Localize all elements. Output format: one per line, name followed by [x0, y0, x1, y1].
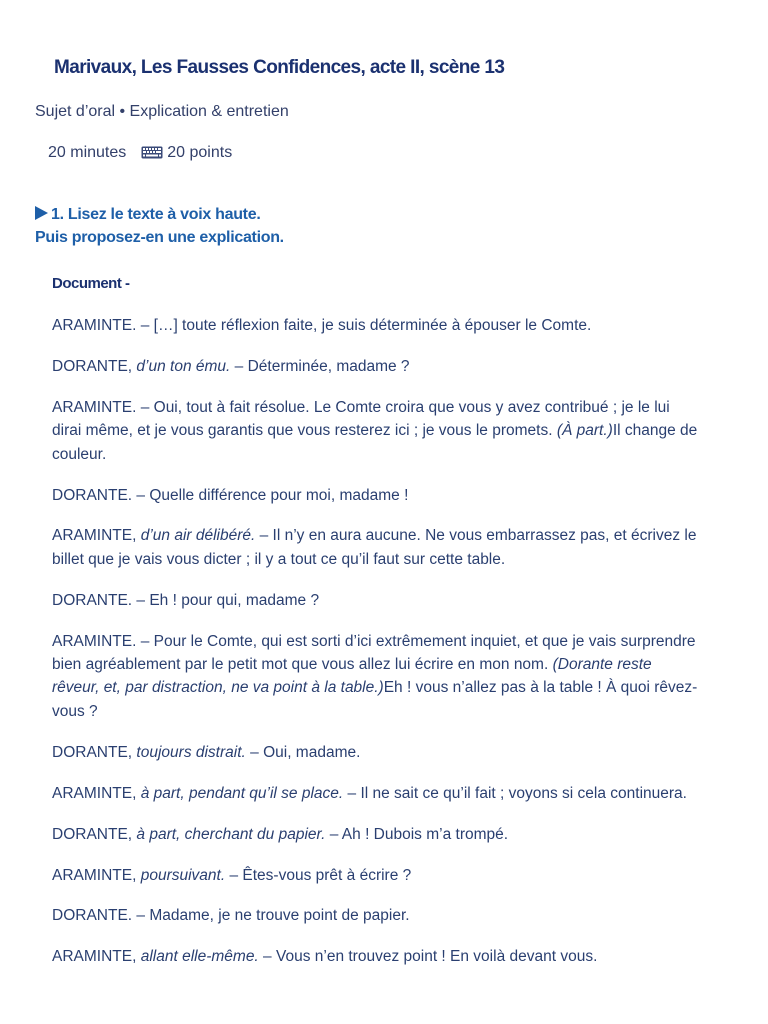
line-text: . – Oui, tout à fait résolue. Le Comte croira que vous y avez contribué ; je le lui dirai même, et je vous garantis que vous resterez ici ; je vous le promets.: [52, 398, 670, 440]
speaker-name: DORANTE: [52, 486, 128, 504]
stage-aside: (Dorante reste rêveur, et, par distraction, ne va point à la table.): [52, 656, 652, 697]
line-text: – Oui, madame.: [245, 743, 361, 761]
instruction-line-2: Puis proposez-en une explication.: [35, 229, 284, 246]
line-text: – Il n’y en aura aucune. Ne vous embarrassez pas, et écrivez le billet que je vais vous dicter ; il y a tout ce qu’il faut sur cette table.: [52, 527, 697, 568]
play-excerpt: [52, 314, 700, 986]
dialogue-line: [52, 630, 700, 724]
stage-direction: allant elle-même.: [140, 948, 259, 966]
duration-label: 20 minutes: [48, 144, 127, 161]
speaker-name: ARAMINTE: [52, 398, 133, 416]
instruction-line-1: 1. Lisez le texte à voix haute.: [51, 206, 261, 223]
page-title: Marivaux, Les Fausses Confidences, acte II, scène 13: [54, 57, 505, 78]
line-text: . – Pour le Comte, qui est sorti d’ici extrêmement inquiet, et que je vais surprendre bien agréablement par le petit mot que vous allez lui écrire en mon nom.: [52, 632, 696, 674]
line-text: – Êtes-vous prêt à écrire ?: [225, 866, 412, 884]
dialogue-line: ARAMINTE, à part, pendant qu’il se place. – Il ne sait ce qu’il fait ; voyons si cela continuera.: [52, 784, 687, 802]
speaker-name: ARAMINTE: [52, 866, 133, 884]
line-text: . – […] toute réflexion faite, je suis déterminée à épouser le Comte.: [132, 317, 592, 334]
stage-aside: (À part.): [556, 422, 613, 440]
stage-direction: à part, cherchant du papier.: [136, 825, 326, 843]
stage-direction: toujours distrait.: [136, 743, 246, 761]
line-text-continued: Eh ! vous n’allez pas à la table ! À quoi rêvez-vous ?: [52, 679, 698, 720]
line-text: . – Madame, je ne trouve point de papier.: [127, 907, 410, 925]
line-text: – Il ne sait ce qu’il fait ; voyons si cela continuera.: [343, 784, 687, 802]
dialogue-line: [52, 314, 700, 337]
keyboard-icon: [141, 146, 163, 159]
speaker-name: ARAMINTE: [52, 784, 133, 802]
stage-direction: d’un ton ému.: [136, 357, 231, 375]
exam-meta: [48, 144, 232, 162]
speaker-name: ARAMINTE: [52, 317, 133, 334]
line-text: – Ah ! Dubois m’a trompé.: [325, 825, 509, 843]
line-text-continued: Il change de couleur.: [52, 422, 698, 463]
dialogue-line: DORANTE, toujours distrait. – Oui, madame.: [52, 743, 361, 761]
stage-direction: à part, pendant qu’il se place.: [140, 784, 344, 802]
dialogue-line: ARAMINTE, allant elle-même. – Vous n’en trouvez point ! En voilà devant vous.: [52, 948, 598, 966]
stage-direction: d’un air délibéré.: [140, 527, 256, 545]
play-icon: [35, 206, 48, 220]
instruction-block: [35, 203, 284, 249]
document-label: Document -: [52, 275, 130, 292]
speaker-name: ARAMINTE: [52, 527, 133, 545]
dialogue-line: DORANTE, à part, cherchant du papier. – Ah ! Dubois m’a trompé.: [52, 825, 509, 843]
page-subtitle: Sujet d’oral • Explication & entretien: [35, 103, 289, 120]
line-text: – Déterminée, madame ?: [230, 357, 410, 375]
speaker-name: DORANTE: [52, 591, 128, 609]
dialogue-line: ARAMINTE, d’un air délibéré. – Il n’y en aura aucune. Ne vous embarrassez pas, et écrivez le billet que je vais vous dicter ; il y a tout ce qu’il faut sur cette table.: [52, 527, 697, 568]
dialogue-line: [52, 484, 700, 507]
speaker-name: ARAMINTE: [52, 948, 133, 966]
speaker-name: ARAMINTE: [52, 632, 133, 650]
stage-direction: poursuivant.: [140, 866, 226, 884]
line-text: . – Eh ! pour qui, madame ?: [127, 591, 320, 609]
speaker-name: DORANTE: [52, 825, 128, 843]
dialogue-line: DORANTE, d’un ton ému. – Déterminée, madame ?: [52, 357, 410, 375]
speaker-name: DORANTE: [52, 743, 128, 761]
dialogue-line: [52, 904, 700, 927]
dialogue-line: [52, 589, 700, 612]
line-text: – Vous n’en trouvez point ! En voilà devant vous.: [258, 948, 598, 966]
dialogue-line: ARAMINTE, poursuivant. – Êtes-vous prêt à écrire ?: [52, 866, 412, 884]
dialogue-line: [52, 396, 700, 466]
points-label: 20 points: [167, 144, 233, 161]
speaker-name: DORANTE: [52, 907, 128, 925]
speaker-name: DORANTE: [52, 357, 128, 375]
line-text: . – Quelle différence pour moi, madame !: [127, 486, 409, 504]
